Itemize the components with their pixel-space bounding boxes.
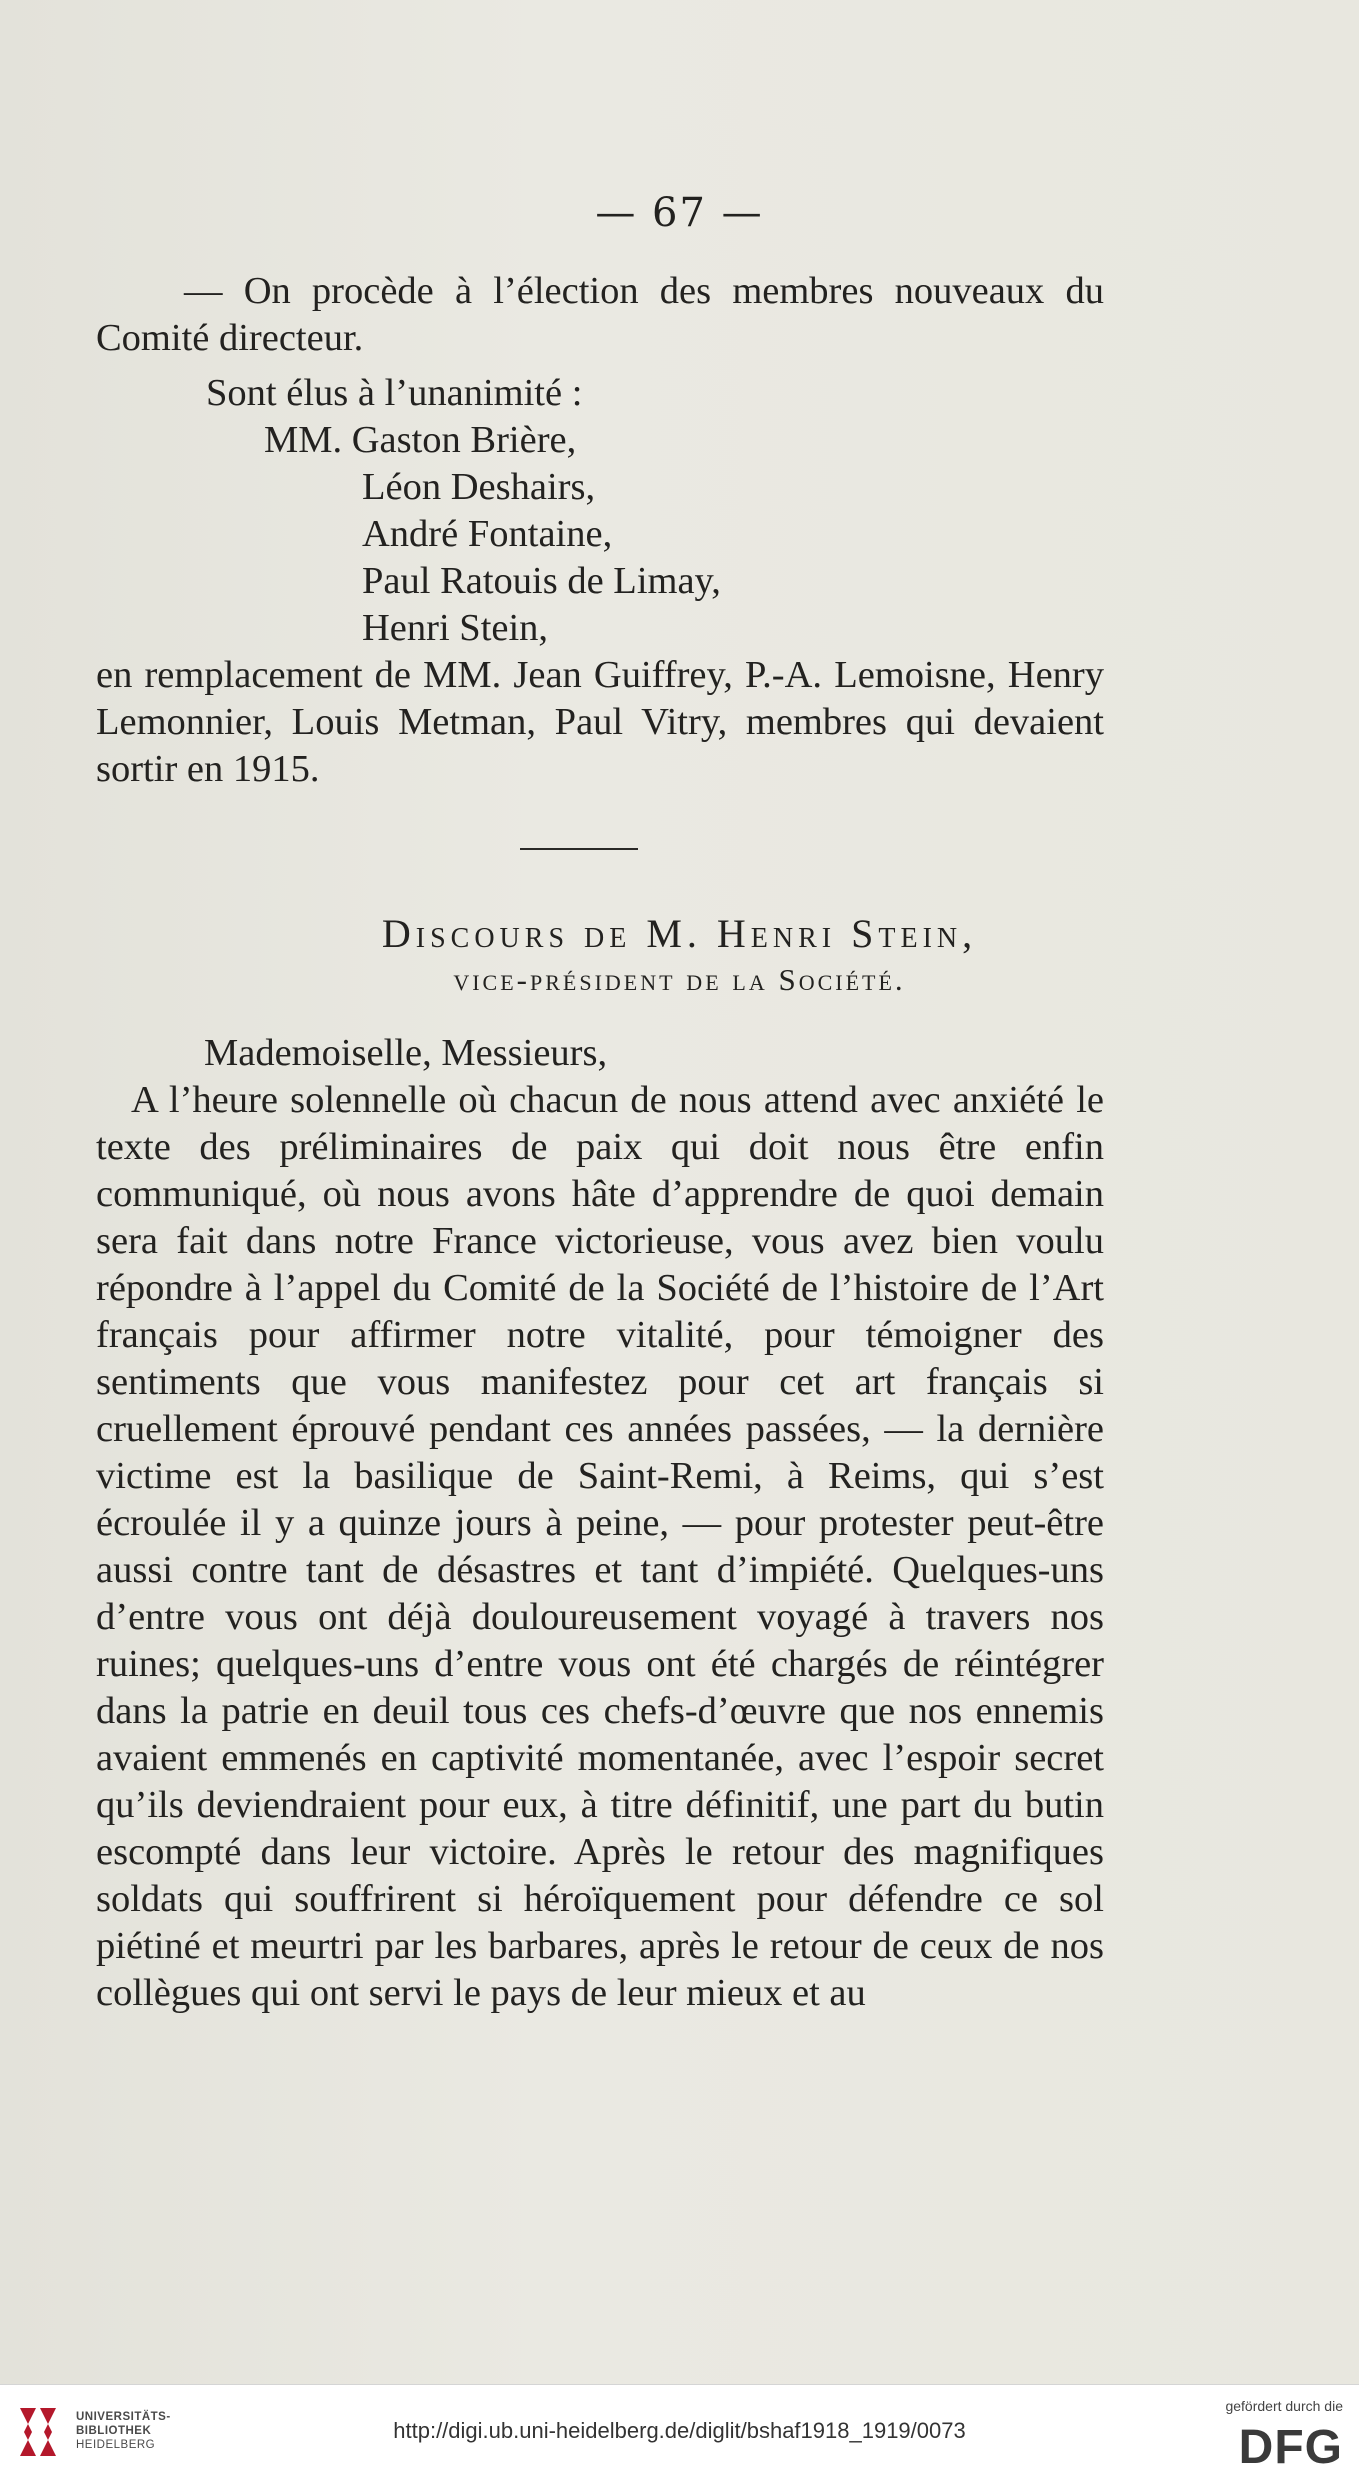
dfg-logo: DFG xyxy=(1238,2421,1343,2474)
elected-name: Léon Deshairs, xyxy=(362,466,596,508)
section-divider xyxy=(520,848,638,850)
elected-name: André Fontaine, xyxy=(362,513,613,555)
speech-salutation: Mademoiselle, Messieurs, xyxy=(204,1032,608,1074)
elected-intro: Sont élus à l’unanimité : xyxy=(206,372,583,414)
election-intro: — On procède à l’élection des membres nouveaux du Comité directeur. xyxy=(96,270,1104,359)
page-number: — 67 — xyxy=(595,190,764,236)
elected-name: Paul Ratouis de Limay, xyxy=(362,560,721,602)
sponsor-caption: gefördert durch die xyxy=(1225,2398,1343,2414)
speech-heading: Discours de M. Henri Stein, xyxy=(381,911,978,956)
elected-name: MM. Gaston Brière, xyxy=(264,419,577,461)
library-name-line: UNIVERSITÄTS- xyxy=(76,2411,171,2423)
library-name-line: HEIDELBERG xyxy=(76,2439,156,2451)
library-name-line: BIBLIOTHEK xyxy=(76,2425,152,2437)
speech-body: A l’heure solennelle où chacun de nous attend avec anxiété le texte des préliminaires de paix qui doit nous être enfin communiqué, où nous avons hâte d’apprendre de quoi demain sera fait dans notre France victorieuse, vous avez bien voulu répondre à l’appel du Comité de la Société de l’histoire de l’Art français pour affirmer notre vitalité, pour témoigner des sentiments que vous manifestez pour cet art français si cruellement éprouvé pendant ces années passées, — la dernière victime est la basilique de Saint-Remi, à Reims, qui s’est écroulée il y a quinze jours à peine, — pour protester peut-être aussi contre tant de désastres et tant d’impiété. Quelques-uns d’entre vous ont déjà douloureusement voyagé à travers nos ruines; quelques-uns d’entre vous ont été chargés de réintégrer dans la patrie en deuil tous ces chefs-d’œuvre que nos ennemis avaient emmenés en captivité momentanée, avec l’espoir secret qu’ils deviendraient pour eux, à titre définitif, une part du butin escompté dans leur victoire. Après le retour des magnifiques soldats qui souffrirent si héroïquement pour défendre ce sol piétiné et meurtri par les barbares, après le retour de ceux de nos collègues qui ont servi le pays de leur mieux et au xyxy=(96,1079,1104,2014)
speech-subheading: vice-président de la Société. xyxy=(453,962,906,997)
speech-section xyxy=(96,1030,1104,2017)
election-section xyxy=(96,268,1104,793)
permalink-url[interactable]: http://digi.ub.uni-heidelberg.de/diglit/bshaf1918_1919/0073 xyxy=(393,2418,966,2443)
elected-names-list xyxy=(96,417,1104,652)
replacement-text: en remplacement de MM. Jean Guiffrey, P.-A. Lemoisne, Henry Lemonnier, Louis Metman, Paul Vitry, membres qui devaient sortir en 1915. xyxy=(96,654,1104,790)
elected-name: Henri Stein, xyxy=(362,607,549,649)
